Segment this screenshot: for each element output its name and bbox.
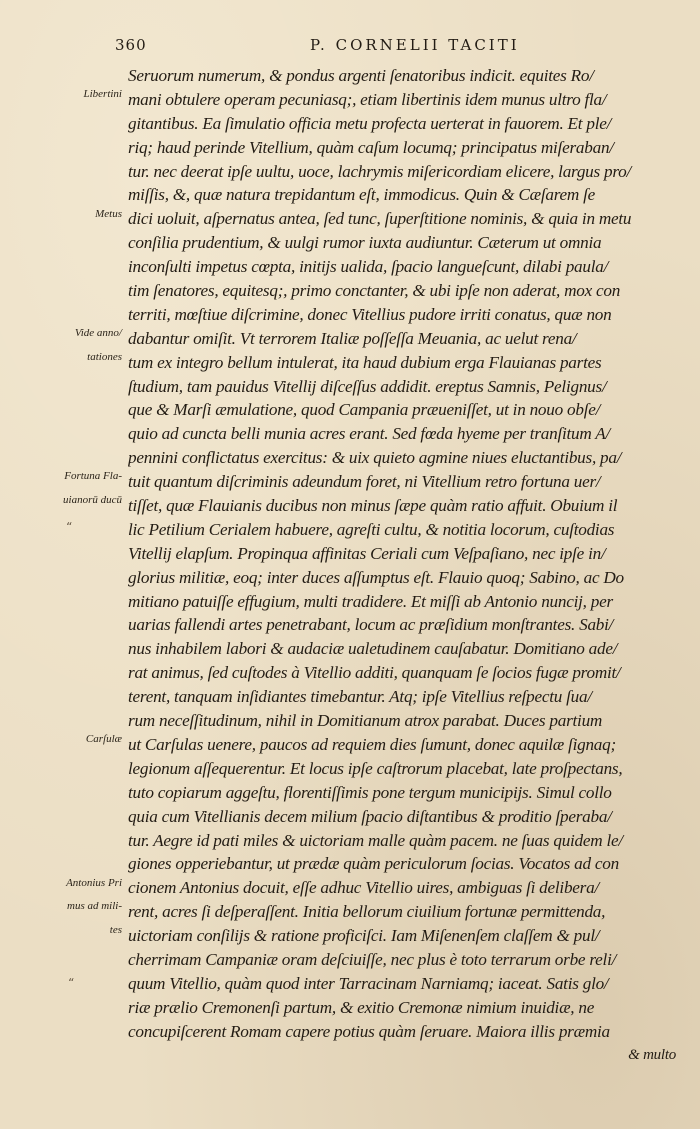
text-line: miſſis, &, quæ natura trepidantum eſt, immodicus. Quin & Cæſarem ſe [128, 185, 596, 205]
text-line: pennini conflictatus exercitus: & uix quieto agmine niues eluctantibus, pa/ [128, 448, 622, 468]
text-line: concupiſcerent Romam capere potius quàm ſeruare. Maiora illis præmia [128, 1021, 610, 1041]
text-line: giones opperiebantur, ut prædæ quàm periculorum ſocias. Vocatos ad con [128, 854, 619, 874]
text-line: quum Vitellio, quàm quod inter Tarracinam Narniamq; iaceat. Satis glo/ [128, 973, 609, 993]
text-line: gitantibus. Ea ſimulatio officia metu profecta uerterat in fauorem. Et ple/ [128, 113, 612, 133]
margin-note: Libertini [83, 88, 122, 100]
text-line: tur. Aegre id pati miles & uictoriam malle quàm pacem. ne ſuas quidem le/ [128, 830, 623, 850]
text-line: que & Marſi æmulatione, quod Campania præueniſſet, ut in nouo obſe/ [128, 400, 601, 420]
text-line: rent, acres ſi deſperaſſent. Initia bellorum ciuilium fortunæ permittenda, [128, 902, 606, 922]
text-line: tim ſenatores, equitesq;, primo conctanter, & ubi ipſe non aderat, mox con [128, 281, 621, 301]
text-line: cherrimam Campaniæ oram deſciuiſſe, nec plus è toto terrarum orbe reli/ [128, 949, 617, 969]
text-line: Vitellij elapſum. Propinqua affinitas Ceriali cum Veſpaſiano, nec ipſe in/ [128, 543, 606, 563]
text-line: nus inhabilem labori & audaciæ ualetudinem cauſabatur. Domitiano ade/ [128, 639, 618, 659]
text-line: ſtudium, tam pauidus Vitellij diſceſſus addidit. ereptus Samnis, Pelignus/ [128, 376, 607, 396]
margin-note: uianorū ducū [63, 494, 122, 506]
text-line: quio ad cuncta belli munia acres erant. Sed fœda hyeme per tranſitum A/ [128, 424, 611, 444]
text-line: tur. nec deerat ipſe uultu, uoce, lachrymis miſericordiam elicere, largus pro/ [128, 161, 632, 181]
page-number: 360 [115, 36, 147, 54]
text-line: uictoriam conſilijs & ratione proficiſci. Iam Miſenenſem claſſem & pul/ [128, 926, 600, 946]
text-line: conſilia prudentium, & uulgi rumor iuxta audiuntur. Cæterum ut omnia [128, 233, 602, 253]
text-line: uarias fallendi artes penetrabant, locum ac præſidium monſtrantes. Sabi/ [128, 615, 614, 635]
text-line: dici uoluit, aſpernatus antea, ſed tunc, ſuperſtitione nominis, & quia in metu [128, 209, 632, 229]
catchword: & multo [628, 1046, 676, 1063]
page-header [115, 36, 675, 60]
text-line: riæ prælio Cremonenſi partum, & exitio Cremonæ nimium inuidiæ, ne [128, 997, 595, 1017]
running-head: P. CORNELII TACITI [310, 36, 520, 54]
margin-mark: “ [68, 976, 75, 990]
text-line: riq; haud perinde Vitellium, quàm caſum locumq; principatus miſeraban/ [128, 137, 614, 157]
body-text [128, 64, 676, 1067]
text-line: inconſulti impetus cœpta, initijs ualida, ſpacio langueſcunt, dilabi paula/ [128, 257, 609, 277]
text-line: ut Carſulas uenere, paucos ad requiem dies ſumunt, donec aquilæ ſignaq; [128, 734, 616, 754]
text-line: dabantur omiſit. Vt terrorem Italiæ poſſeſſa Meuania, ac uelut rena/ [128, 328, 577, 348]
text-line: tiſſet, quæ Flauianis ducibus non minus ſæpe quàm ratio affuit. Obuium il [128, 496, 618, 516]
text-line: rum neceſſitudinum, nihil in Domitianum atrox parabat. Duces partium [128, 711, 603, 731]
text-line: territi, mœſtiue diſcrimine, donec Vitellius pudore irriti conatus, quæ non [128, 304, 612, 324]
text-line: legionum aſſequerentur. Et locus ipſe caſtrorum placebat, late proſpectans, [128, 758, 623, 778]
text-line: glorius militiæ, eoq; inter duces aſſumptus eſt. Flauio quoq; Sabino, ac Do [128, 567, 624, 587]
margin-note: mus ad mili- [67, 900, 122, 912]
margin-note: tes [109, 924, 122, 936]
text-line: lic Petilium Cerialem habuere, agreſti cultu, & notitia locorum, cuſtodias [128, 519, 615, 539]
text-line: mitiano patuiſſe effugium, multi tradidere. Et miſſi ab Antonio nuncij, per [128, 591, 613, 611]
text-line: tum ex integro bellum intulerat, ita haud dubium erga Flauianas partes [128, 352, 602, 372]
text-line: mani obtulere operam pecuniasq;, etiam libertinis idem munus ultro fla/ [128, 89, 607, 109]
margin-note: Carſulæ [85, 733, 122, 745]
margin-note: Antonius Pri [66, 877, 122, 889]
margin-mark: “ [66, 520, 73, 534]
text-line: tuto copiarum aggeſtu, florentiſſimis pone tergum municipijs. Simul collo [128, 782, 612, 802]
margin-note: tationes [87, 351, 122, 363]
text-line: cionem Antonius docuit, eſſe adhuc Vitellio uires, ambiguas ſi delibera/ [128, 878, 599, 898]
margin-note: Fortuna Fla- [64, 470, 122, 482]
text-line: Seruorum numerum, & pondus argenti ſenatoribus indicit. equites Ro/ [128, 66, 594, 85]
text-line: quia cum Vitellianis decem milium ſpacio diſtantibus & proditio ſperaba/ [128, 806, 612, 826]
text-line: terent, tanquam inſidiantes timebantur. Atq; ipſe Vitellius reſpectu ſua/ [128, 687, 592, 707]
margin-note: Metus [95, 208, 122, 220]
margin-note: Vide anno/ [74, 327, 122, 339]
text-line: tuit quantum diſcriminis adeundum foret, ni Vitellium retro fortuna uer/ [128, 472, 601, 492]
text-line: rat animus, ſed cuſtodes à Vitellio additi, quanquam ſe ſocios fugæ promit/ [128, 663, 621, 683]
